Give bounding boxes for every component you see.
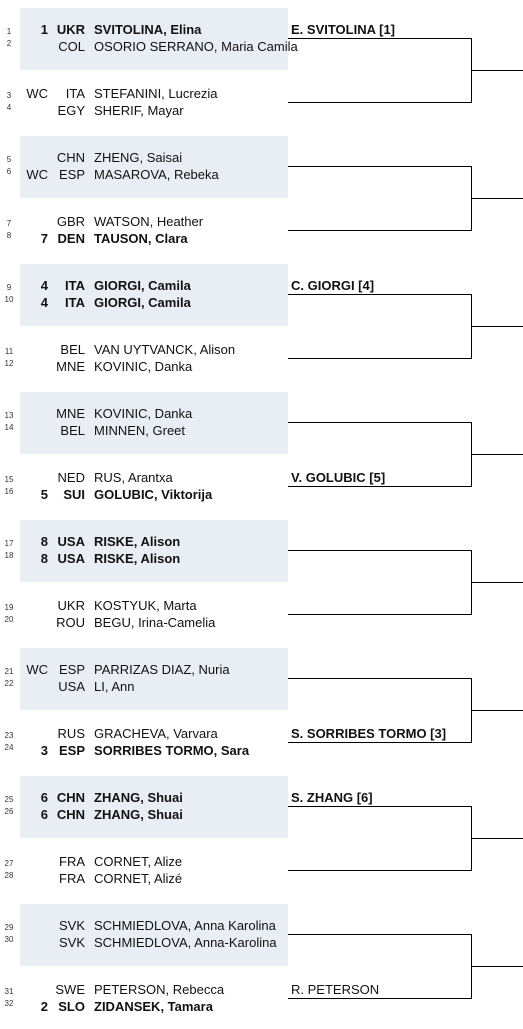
- nationality-code: UKR: [56, 22, 85, 37]
- nationality-code: USA: [57, 551, 85, 566]
- draw-position-number: 22: [4, 679, 14, 688]
- bracket-line: [288, 486, 472, 487]
- player-name[interactable]: SVITOLINA, Elina: [94, 22, 202, 37]
- player-name[interactable]: SORRIBES TORMO, Sara: [94, 743, 250, 758]
- nationality-code: ESP: [58, 167, 85, 182]
- nationality-code: SWE: [55, 982, 85, 997]
- nationality-code: FRA: [59, 871, 85, 886]
- nationality-code: CHN: [56, 150, 85, 165]
- player-name[interactable]: SCHMIEDLOVA, Anna Karolina: [94, 918, 276, 933]
- bracket-line: [288, 806, 472, 807]
- player-name[interactable]: OSORIO SERRANO, Maria Camila: [94, 39, 298, 54]
- bracket-line: [288, 742, 472, 743]
- draw-position-number: 14: [4, 423, 14, 432]
- bracket-line: [288, 38, 472, 39]
- draw-position-number: 24: [4, 743, 14, 752]
- seed-label: 1: [40, 22, 48, 37]
- player-name[interactable]: LI, Ann: [94, 679, 135, 694]
- player-name[interactable]: KOVINIC, Danka: [94, 406, 193, 421]
- nationality-code: SUI: [63, 487, 85, 502]
- draw-position-number: 3: [6, 91, 12, 100]
- player-name[interactable]: WATSON, Heather: [94, 214, 204, 229]
- player-name[interactable]: GOLUBIC, Viktorija: [94, 487, 213, 502]
- player-name[interactable]: RISKE, Alison: [94, 534, 181, 549]
- draw-position-number: 21: [4, 667, 14, 676]
- seed-label: 5: [40, 487, 48, 502]
- nationality-code: SVK: [58, 918, 85, 933]
- nationality-code: ITA: [65, 278, 85, 293]
- nationality-code: ROU: [56, 615, 85, 630]
- nationality-code: UKR: [57, 598, 85, 613]
- nationality-code: USA: [58, 679, 85, 694]
- player-name[interactable]: GRACHEVA, Varvara: [94, 726, 218, 741]
- second-round-entry[interactable]: E. SVITOLINA [1]: [291, 22, 396, 37]
- bracket-line: [288, 102, 472, 103]
- player-name[interactable]: CORNET, Alizé: [94, 871, 183, 886]
- player-name[interactable]: GIORGI, Camila: [94, 295, 191, 310]
- player-name[interactable]: STEFANINI, Lucrezia: [94, 86, 218, 101]
- draw-position-number: 19: [4, 603, 14, 612]
- draw-position-number: 11: [4, 347, 14, 356]
- draw-position-number: 12: [4, 359, 14, 368]
- seed-label: 6: [40, 807, 48, 822]
- second-round-entry[interactable]: S. SORRIBES TORMO [3]: [291, 726, 447, 741]
- seed-label: 4: [40, 295, 48, 310]
- draw-position-number: 30: [4, 935, 14, 944]
- nationality-code: RUS: [57, 726, 85, 741]
- player-name[interactable]: RUS, Arantxa: [94, 470, 173, 485]
- bracket-line: [288, 422, 472, 423]
- bracket-line: [471, 70, 523, 71]
- nationality-code: DEN: [57, 231, 85, 246]
- draw-position-number: 7: [6, 219, 12, 228]
- nationality-code: CHN: [56, 807, 85, 822]
- draw-position-number: 32: [4, 999, 14, 1008]
- nationality-code: SVK: [58, 935, 85, 950]
- nationality-code: EGY: [57, 103, 85, 118]
- player-name[interactable]: GIORGI, Camila: [94, 278, 191, 293]
- player-name[interactable]: MASAROVA, Rebeka: [94, 167, 219, 182]
- nationality-code: FRA: [59, 854, 85, 869]
- draw-position-number: 16: [4, 487, 14, 496]
- second-round-entry[interactable]: V. GOLUBIC [5]: [291, 470, 386, 485]
- player-name[interactable]: CORNET, Alize: [94, 854, 183, 869]
- nationality-code: USA: [57, 534, 85, 549]
- nationality-code: BEL: [60, 423, 85, 438]
- draw-position-number: 13: [4, 411, 14, 420]
- player-name[interactable]: ZHANG, Shuai: [94, 807, 183, 822]
- draw-position-number: 2: [6, 39, 12, 48]
- player-name[interactable]: ZHANG, Shuai: [94, 790, 183, 805]
- bracket-line: [471, 326, 523, 327]
- player-name[interactable]: KOSTYUK, Marta: [94, 598, 197, 613]
- player-name[interactable]: ZIDANSEK, Tamara: [94, 999, 213, 1014]
- seed-label: 8: [40, 551, 48, 566]
- bracket-line: [288, 166, 472, 167]
- player-name[interactable]: SCHMIEDLOVA, Anna-Karolina: [94, 935, 277, 950]
- draw-position-number: 29: [4, 923, 14, 932]
- nationality-code: SLO: [58, 999, 85, 1014]
- seed-label: 4: [40, 278, 48, 293]
- draw-position-number: 28: [4, 871, 14, 880]
- seed-label: 7: [40, 231, 48, 246]
- player-name[interactable]: BEGU, Irina-Camelia: [94, 615, 216, 630]
- draw-position-number: 5: [6, 155, 12, 164]
- nationality-code: COL: [58, 39, 85, 54]
- draw-position-number: 18: [4, 551, 14, 560]
- draw-position-number: 10: [4, 295, 14, 304]
- bracket-line: [288, 870, 472, 871]
- draw-position-number: 27: [4, 859, 14, 868]
- seed-label: WC: [26, 662, 48, 677]
- draw-position-number: 4: [6, 103, 12, 112]
- nationality-code: MNE: [56, 359, 85, 374]
- nationality-code: ESP: [58, 662, 85, 677]
- player-name[interactable]: SHERIF, Mayar: [94, 103, 184, 118]
- nationality-code: MNE: [56, 406, 85, 421]
- bracket-line: [471, 582, 523, 583]
- draw-position-number: 23: [4, 731, 14, 740]
- draw-position-number: 15: [4, 475, 14, 484]
- player-name[interactable]: MINNEN, Greet: [94, 423, 186, 438]
- draw-position-number: 20: [4, 615, 14, 624]
- player-name[interactable]: PETERSON, Rebecca: [94, 982, 225, 997]
- draw-position-number: 25: [4, 795, 14, 804]
- bracket-line: [471, 838, 523, 839]
- bracket-line: [288, 550, 472, 551]
- player-name[interactable]: PARRIZAS DIAZ, Nuria: [94, 662, 230, 677]
- bracket-line: [288, 614, 472, 615]
- seed-label: 2: [40, 999, 48, 1014]
- draw-position-number: 1: [6, 27, 12, 36]
- player-name[interactable]: VAN UYTVANCK, Alison: [94, 342, 236, 357]
- player-name[interactable]: TAUSON, Clara: [94, 231, 188, 246]
- nationality-code: CHN: [56, 790, 85, 805]
- bracket-line: [288, 998, 472, 999]
- second-round-entry[interactable]: C. GIORGI [4]: [291, 278, 375, 293]
- draw-position-number: 17: [4, 539, 14, 548]
- draw-position-number: 31: [4, 987, 14, 996]
- draw-position-number: 6: [6, 167, 12, 176]
- seed-label: WC: [26, 167, 48, 182]
- bracket-line: [471, 198, 523, 199]
- nationality-code: BEL: [60, 342, 85, 357]
- player-name[interactable]: KOVINIC, Danka: [94, 359, 193, 374]
- seed-label: 3: [40, 743, 48, 758]
- bracket-line: [288, 294, 472, 295]
- bracket-line: [288, 358, 472, 359]
- bracket-line: [288, 230, 472, 231]
- seed-label: 8: [40, 534, 48, 549]
- bracket-line: [471, 710, 523, 711]
- player-name[interactable]: ZHENG, Saisai: [94, 150, 183, 165]
- draw-position-number: 8: [6, 231, 12, 240]
- bracket-line: [471, 966, 523, 967]
- nationality-code: ITA: [65, 86, 85, 101]
- nationality-code: NED: [57, 470, 85, 485]
- draw-position-number: 9: [6, 283, 12, 292]
- nationality-code: ITA: [65, 295, 85, 310]
- second-round-entry[interactable]: S. ZHANG [6]: [291, 790, 373, 805]
- nationality-code: GBR: [56, 214, 85, 229]
- bracket-line: [471, 454, 523, 455]
- second-round-entry[interactable]: R. PETERSON: [291, 982, 380, 997]
- seed-label: WC: [26, 86, 48, 101]
- nationality-code: ESP: [58, 743, 85, 758]
- draw-position-number: 26: [4, 807, 14, 816]
- bracket-line: [288, 678, 472, 679]
- bracket-line: [288, 934, 472, 935]
- seed-label: 6: [40, 790, 48, 805]
- player-name[interactable]: RISKE, Alison: [94, 551, 181, 566]
